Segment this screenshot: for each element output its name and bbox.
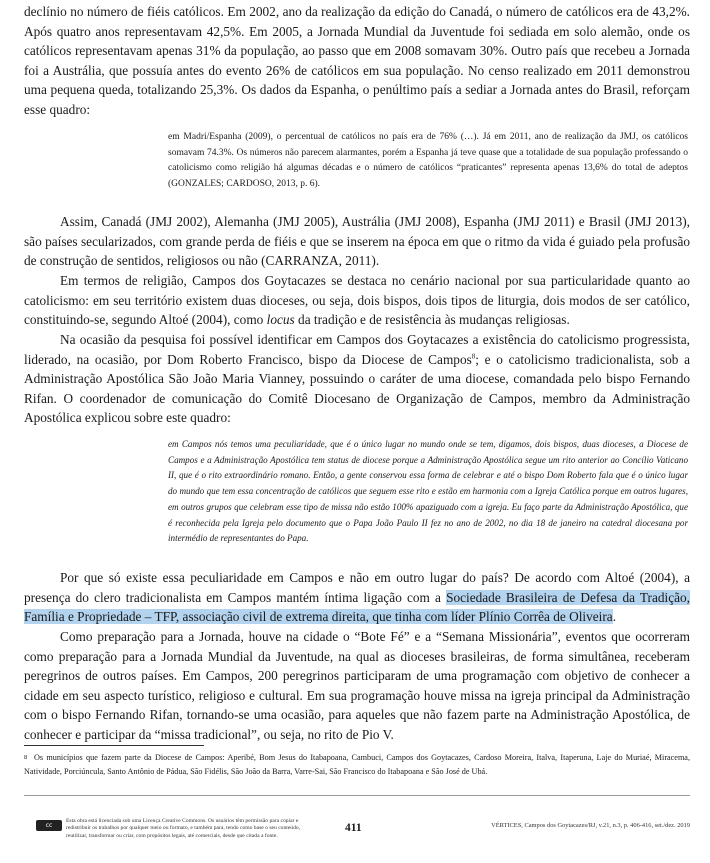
block-quote-interview: em Campos nós temos uma peculiaridade, que é o único lugar no mundo onde se tem, digamos, dois bispos, duas dioceses, a Diocese de Campos e a Administração Apostólica tem status de diocese porque a Administração Apostólica segue um rito anterior ao Concílio Vaticano II, que é o rito extraordinário romano. Então, a gente conservou essa forma de celebrar e até o bispo Dom Roberto fala que é o único lugar do mundo que tem essa concentração de católicos que seguem esse rito e estão em harmonia com a Igreja Católica porque em outros lugares, em outros grupos que celebram esse tipo de missa não estão 100% apaziguado com a igreja. Eu faço parte da Administração Apostólica, que é reconhecida pela Igreja pelo documento que o Papa João Paulo II fez no ano de 2002, no dia 18 de janeiro na catedral diocesana por intermédio de representantes do Papa.: [168, 439, 688, 544]
page-number: 411: [345, 822, 362, 834]
text-span: .: [612, 609, 617, 625]
paragraph-catholic-decline: declínio no número de fiéis católicos. Em 2002, ano da realização da edição do Canadá, o número de católicos era de 43,2%. Após quatro anos representavam 42,5%. Em 2005, a Jornada Mundial da Juventude foi sediada em solo alemão, onde os católicos representavam apenas 31% da população, ao passo que em 2008 somavam 30%. Outro país que recebeu a Jornada foi a Austrália, que possuía antes do evento 26% de católicos em sua população. No censo realizado em 2011 demonstrou uma pequena queda, totalizando 25,3%. Os dados da Espanha, o penúltimo país a sediar a Jornada antes do Brasil, reforçam esse quadro:: [24, 4, 690, 117]
creative-commons-icon[interactable]: cc: [36, 820, 62, 831]
license-text: Esta obra está licenciada sob uma Licença Creative Commons. Os usuários têm permissão para copiar e redistribuir os trabalhos por qualquer meio ou formato, e também para, tendo como base o seu conteúdo, reutilizar, transformar ou criar, com propósitos legais, até comerciais, desde que citada a fonte.: [66, 818, 301, 839]
footnote-number: 8: [24, 754, 28, 761]
text-span: Na ocasião da pesquisa foi possível identificar em Campos dos Goytacazes a existência do catolicismo progressista, liderado, na ocasião, por Dom Roberto Francisco, bispo da Diocese de Campos: [24, 332, 690, 367]
footer-divider: [24, 795, 690, 796]
footnote-text: Os municípios que fazem parte da Diocese de Campos: Aperibé, Bom Jesus do Itabapoana, Cambuci, Campos dos Goytacazes, Cardoso Moreira, Italva, Itaperuna, Laje do Muriaé, Miracema, Natividade, Porciúncula, Santo Antônio de Pádua, São Fidélis, São João da Barra, Varre-Sai, São Francisco do Itabapoana e São José de Ubá.: [24, 753, 690, 776]
text-span: ; e o catolicismo tradicionalista, sob a Administração Apostólica São João Maria Vianney, possuindo o caráter de uma diocese, comandada pelo bispo Fernando Rifan. O coordenador de comunicação do Comitê Diocesano de Organização de Campos, membro da Administração Apostólica explicou sobre este quadro:: [24, 351, 691, 426]
paragraph-two-dioceses: [24, 330, 690, 428]
footnote-ref[interactable]: 8: [471, 352, 476, 361]
block-quote-spain: em Madri/Espanha (2009), o percentual de católicos no país era de 76% (…). Já em 2011, ano de realização da JMJ, os católicos somavam 74.3%. Os números não parecem alarmantes, porém a Espanha já teve quase que a totalidade de sua população professando o catolicismo como religião há algumas décadas e o número de católicos “praticantes” representa apenas 13,6% do total de adeptos (GONZALES; CARDOSO, 2013, p. 6).: [168, 132, 688, 190]
text-span: Em termos de religião, Campos dos Goytacazes se destaca no cenário nacional por sua particularidade quanto ao catolicismo: em seu território existem duas dioceses, ou seja, dois bispos, dois tipos de liturgia, dois modos de ser católico, constituindo-se, segundo Altoé (2004), como: [24, 273, 690, 328]
paragraph-secularized-countries: Assim, Canadá (JMJ 2002), Alemanha (JMJ 2005), Austrália (JMJ 2008), Espanha (JMJ 2011) e Brasil (JMJ 2013), são países secularizados, com grande perda de fiéis e que se inserem na época em que o ritmo da vida é guiado pela profusão de construção de sentidos, religiosos ou não (CARRANZA, 2011).: [24, 214, 690, 269]
footnote: [24, 751, 690, 778]
journal-citation: VÉRTICES, Campos dos Goytacazes/RJ, v.21, n.3, p. 406-416, set./dez. 2019: [491, 822, 690, 829]
paragraph-tfp: [24, 568, 690, 627]
locus-term: locus: [266, 312, 295, 328]
text-span: Por que só existe essa peculiaridade em Campos e não em outro lugar do país? De acordo com Altoé (2004), a presença do clero tradicionalista em Campos mantém íntima ligação com a: [24, 570, 690, 605]
paragraph-preparation: Como preparação para a Jornada, houve na cidade o “Bote Fé” e a “Semana Missionária”, eventos que ocorreram como preparação para a Jornada Mundial da Juventude, na qual as dioceses brasileiras, de forma simultânea, receberam peregrinos de outros países. Em Campos, 200 peregrinos participaram de uma programação com objetivo de conhecer a cidade em seu aspecto turístico, religioso e cultural. Em sua programação houve missa na igreja principal da Administração com o bispo Fernando Rifan, tornando-se uma ocasião, para aqueles que não fazem parte na Administração Apostólica, de conhecer e participar da “missa tradicional”, ou seja, no rito de Pio V.: [24, 629, 690, 742]
text-span: da tradição e de resistência às mudanças religiosas.: [294, 312, 570, 328]
footnote-divider: [24, 745, 204, 746]
highlighted-text[interactable]: Sociedade Brasileira de Defesa da Tradição, Família e Propriedade – TFP, associação civil de extrema direita, que tinha com líder Plínio Corrêa de Oliveira: [24, 589, 691, 625]
paragraph-campos-religion: [24, 271, 690, 330]
